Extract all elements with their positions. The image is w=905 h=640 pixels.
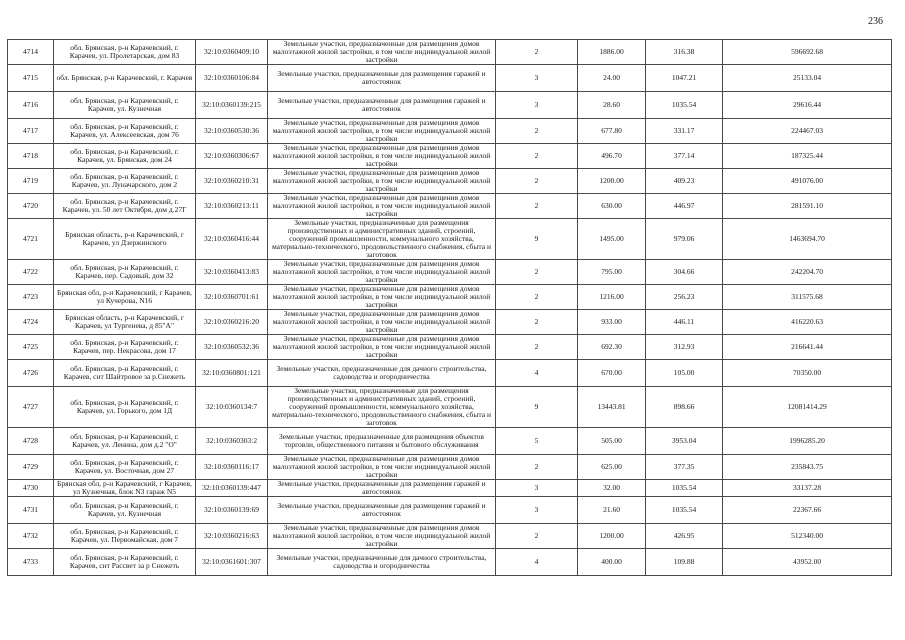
specific-value-cell: 312.93 (646, 335, 723, 360)
table-row (8, 169, 892, 194)
use-category-cell: 3 (496, 92, 578, 119)
area-cell: 795.00 (578, 260, 646, 285)
row-number-cell: 4728 (8, 428, 54, 455)
specific-value-cell: 446.11 (646, 310, 723, 335)
address-cell: обл. Брянская, р-н Карачевский, г. Карачев, ул. 50 лет Октября, дом д.27Г (54, 194, 196, 219)
table-row (8, 285, 892, 310)
cadastral-number-cell: 32:10:0360413:83 (196, 260, 268, 285)
cadastral-value-cell: 512340.00 (723, 524, 892, 549)
permitted-use-cell: Земельные участки, предназначенные для размещения производственных и административных зданий, строений, сооружений промышленности, коммунального хозяйства, материально-технического, продовольственного снабжения, сбыта и заготовок (268, 387, 496, 428)
address-cell: обл. Брянская, р-н Карачевский, г. Карачев, ул. Пролетарская, дом 83 (54, 40, 196, 65)
address-cell: обл. Брянская, р-н Карачевский, г. Карачев, ул. Брянская, дом 24 (54, 144, 196, 169)
table-row (8, 360, 892, 387)
specific-value-cell: 105.00 (646, 360, 723, 387)
cadastral-value-cell: 187325.44 (723, 144, 892, 169)
table-row (8, 119, 892, 144)
permitted-use-cell: Земельные участки, предназначенные для размещения домов малоэтажной жилой застройки, в том числе индивидуальной жилой застройки (268, 144, 496, 169)
specific-value-cell: 304.66 (646, 260, 723, 285)
row-number-cell: 4721 (8, 219, 54, 260)
permitted-use-cell: Земельные участки, предназначенные для дачного строительства, садоводства и огородничества (268, 549, 496, 576)
specific-value-cell: 377.35 (646, 455, 723, 480)
cadastral-value-cell: 22367.66 (723, 497, 892, 524)
address-cell: Брянская область, р-н Карачевский, г Карачев, ул Дзержинского (54, 219, 196, 260)
cadastral-number-cell: 32:10:0360801:121 (196, 360, 268, 387)
use-category-cell: 9 (496, 387, 578, 428)
use-category-cell: 3 (496, 480, 578, 497)
use-category-cell: 2 (496, 285, 578, 310)
cadastral-number-cell: 32:10:0360216:63 (196, 524, 268, 549)
cadastral-value-cell: 596692.68 (723, 40, 892, 65)
permitted-use-cell: Земельные участки, предназначенные для размещения гаражей и автостоянок (268, 497, 496, 524)
permitted-use-cell: Земельные участки, предназначенные для размещения объектов торговли, общественного питания и бытового обслуживания (268, 428, 496, 455)
address-cell: обл. Брянская, р-н Карачевский, г. Карачев, ул. Первомайская, дом 7 (54, 524, 196, 549)
specific-value-cell: 979.06 (646, 219, 723, 260)
cadastral-value-cell: 224467.03 (723, 119, 892, 144)
use-category-cell: 2 (496, 144, 578, 169)
row-number-cell: 4731 (8, 497, 54, 524)
cadastral-value-cell: 43952.00 (723, 549, 892, 576)
row-number-cell: 4732 (8, 524, 54, 549)
use-category-cell: 3 (496, 65, 578, 92)
row-number-cell: 4719 (8, 169, 54, 194)
permitted-use-cell: Земельные участки, предназначенные для размещения домов малоэтажной жилой застройки, в том числе индивидуальной жилой застройки (268, 40, 496, 65)
cadastral-number-cell: 32:10:0360216:20 (196, 310, 268, 335)
address-cell: Брянская область, р-н Карачевский, г Карачев, ул Тургенева, д 85"А" (54, 310, 196, 335)
permitted-use-cell: Земельные участки, предназначенные для размещения гаражей и автостоянок (268, 92, 496, 119)
permitted-use-cell: Земельные участки, предназначенные для размещения домов малоэтажной жилой застройки, в том числе индивидуальной жилой застройки (268, 310, 496, 335)
table-row (8, 455, 892, 480)
specific-value-cell: 316.38 (646, 40, 723, 65)
cadastral-value-cell: 311575.68 (723, 285, 892, 310)
use-category-cell: 2 (496, 194, 578, 219)
row-number-cell: 4729 (8, 455, 54, 480)
row-number-cell: 4726 (8, 360, 54, 387)
specific-value-cell: 377.14 (646, 144, 723, 169)
permitted-use-cell: Земельные участки, предназначенные для размещения домов малоэтажной жилой застройки, в том числе индивидуальной жилой застройки (268, 119, 496, 144)
area-cell: 24.00 (578, 65, 646, 92)
table-row (8, 260, 892, 285)
row-number-cell: 4717 (8, 119, 54, 144)
address-cell: обл. Брянская, р-н Карачевский, г. Карачев, ул. Ленина, дом д.2 "О" (54, 428, 196, 455)
table-row (8, 194, 892, 219)
cadastral-number-cell: 32:10:0360530:36 (196, 119, 268, 144)
cadastral-value-cell: 235843.75 (723, 455, 892, 480)
area-cell: 1495.00 (578, 219, 646, 260)
address-cell: обл. Брянская, р-н Карачевский, г. Карачев, ул. Горького, дом 1Д (54, 387, 196, 428)
use-category-cell: 4 (496, 360, 578, 387)
address-cell: обл. Брянская, р-н Карачевский, г. Карачев, ул. Алексеевская, дом 76 (54, 119, 196, 144)
use-category-cell: 2 (496, 455, 578, 480)
address-cell: обл. Брянская, р-н Карачевский, г. Карачев (54, 65, 196, 92)
use-category-cell: 2 (496, 169, 578, 194)
table-row (8, 40, 892, 65)
cadastral-value-cell: 12081414.29 (723, 387, 892, 428)
table-row (8, 219, 892, 260)
cadastral-value-cell: 29616.44 (723, 92, 892, 119)
permitted-use-cell: Земельные участки, предназначенные для размещения домов малоэтажной жилой застройки, в том числе индивидуальной жилой застройки (268, 455, 496, 480)
page-number: 236 (868, 16, 883, 27)
specific-value-cell: 1035.54 (646, 480, 723, 497)
area-cell: 670.00 (578, 360, 646, 387)
use-category-cell: 3 (496, 497, 578, 524)
table-body (8, 40, 892, 576)
cadastral-number-cell: 32:10:0360532:36 (196, 335, 268, 360)
permitted-use-cell: Земельные участки, предназначенные для размещения домов малоэтажной жилой застройки, в том числе индивидуальной жилой застройки (268, 285, 496, 310)
row-number-cell: 4722 (8, 260, 54, 285)
area-cell: 630.00 (578, 194, 646, 219)
area-cell: 505.00 (578, 428, 646, 455)
area-cell: 1200.00 (578, 524, 646, 549)
cadastral-number-cell: 32:10:0360139:215 (196, 92, 268, 119)
specific-value-cell: 331.17 (646, 119, 723, 144)
table-row (8, 144, 892, 169)
specific-value-cell: 426.95 (646, 524, 723, 549)
row-number-cell: 4714 (8, 40, 54, 65)
table-row (8, 549, 892, 576)
row-number-cell: 4715 (8, 65, 54, 92)
cadastral-value-cell: 70350.00 (723, 360, 892, 387)
table-row (8, 310, 892, 335)
cadastral-number-cell: 32:10:0360416:44 (196, 219, 268, 260)
area-cell: 13443.81 (578, 387, 646, 428)
use-category-cell: 2 (496, 310, 578, 335)
specific-value-cell: 409.23 (646, 169, 723, 194)
address-cell: обл. Брянская, р-н Карачевский, г. Карачев, ул. Луначарского, дом 2 (54, 169, 196, 194)
use-category-cell: 5 (496, 428, 578, 455)
row-number-cell: 4730 (8, 480, 54, 497)
area-cell: 28.60 (578, 92, 646, 119)
area-cell: 677.80 (578, 119, 646, 144)
cadastral-value-cell: 281591.10 (723, 194, 892, 219)
cadastral-number-cell: 32:10:0360701:61 (196, 285, 268, 310)
permitted-use-cell: Земельные участки, предназначенные для размещения домов малоэтажной жилой застройки, в том числе индивидуальной жилой застройки (268, 169, 496, 194)
permitted-use-cell: Земельные участки, предназначенные для дачного строительства, садоводства и огородничества (268, 360, 496, 387)
address-cell: обл. Брянская, р-н Карачевский, г. Карачев, снт Шайтровое за р.Снежеть (54, 360, 196, 387)
cadastral-number-cell: 32:10:0360139:447 (196, 480, 268, 497)
cadastral-value-cell: 242204.70 (723, 260, 892, 285)
address-cell: обл. Брянская, р-н Карачевский, г. Карачев, ул. Кузнечная (54, 497, 196, 524)
cadastral-number-cell: 32:10:0360106:84 (196, 65, 268, 92)
row-number-cell: 4716 (8, 92, 54, 119)
address-cell: обл. Брянская, р-н Карачевский, г. Карачев, пер. Некрасова, дом 17 (54, 335, 196, 360)
table-row (8, 387, 892, 428)
area-cell: 933.00 (578, 310, 646, 335)
row-number-cell: 4727 (8, 387, 54, 428)
row-number-cell: 4723 (8, 285, 54, 310)
row-number-cell: 4718 (8, 144, 54, 169)
area-cell: 692.30 (578, 335, 646, 360)
table-row (8, 428, 892, 455)
cadastral-number-cell: 32:10:0360116:17 (196, 455, 268, 480)
table-row (8, 497, 892, 524)
permitted-use-cell: Земельные участки, предназначенные для размещения домов малоэтажной жилой застройки, в том числе индивидуальной жилой застройки (268, 194, 496, 219)
area-cell: 32.00 (578, 480, 646, 497)
table-row (8, 335, 892, 360)
area-cell: 21.60 (578, 497, 646, 524)
area-cell: 625.00 (578, 455, 646, 480)
address-cell: Брянская обл, р-н Карачевский, г Карачев, ул Кучерова, N16 (54, 285, 196, 310)
area-cell: 1886.00 (578, 40, 646, 65)
table-row (8, 65, 892, 92)
row-number-cell: 4724 (8, 310, 54, 335)
specific-value-cell: 1035.54 (646, 92, 723, 119)
cadastral-number-cell: 32:10:0360213:11 (196, 194, 268, 219)
use-category-cell: 2 (496, 335, 578, 360)
cadastral-number-cell: 32:10:0360306:67 (196, 144, 268, 169)
area-cell: 400.00 (578, 549, 646, 576)
cadastral-number-cell: 32:10:0360210:31 (196, 169, 268, 194)
permitted-use-cell: Земельные участки, предназначенные для размещения домов малоэтажной жилой застройки, в том числе индивидуальной жилой застройки (268, 335, 496, 360)
table-row (8, 480, 892, 497)
specific-value-cell: 1035.54 (646, 497, 723, 524)
permitted-use-cell: Земельные участки, предназначенные для размещения гаражей и автостоянок (268, 480, 496, 497)
address-cell: обл. Брянская, р-н Карачевский, г. Карачев, пер. Садовый, дом 32 (54, 260, 196, 285)
cadastral-value-cell: 416220.63 (723, 310, 892, 335)
cadastral-number-cell: 32:10:0360134:7 (196, 387, 268, 428)
cadastral-value-cell: 1996285.20 (723, 428, 892, 455)
use-category-cell: 2 (496, 119, 578, 144)
use-category-cell: 9 (496, 219, 578, 260)
row-number-cell: 4720 (8, 194, 54, 219)
specific-value-cell: 256.23 (646, 285, 723, 310)
use-category-cell: 2 (496, 40, 578, 65)
cadastral-value-cell: 33137.28 (723, 480, 892, 497)
cadastral-number-cell: 32:10:0360139:69 (196, 497, 268, 524)
cadastral-value-cell: 491076.00 (723, 169, 892, 194)
specific-value-cell: 3953.04 (646, 428, 723, 455)
specific-value-cell: 898.66 (646, 387, 723, 428)
row-number-cell: 4725 (8, 335, 54, 360)
cadastral-number-cell: 32:10:0360303:2 (196, 428, 268, 455)
address-cell: обл. Брянская, р-н Карачевский, г. Карачев, снт Рассвет за р Снежеть (54, 549, 196, 576)
permitted-use-cell: Земельные участки, предназначенные для размещения домов малоэтажной жилой застройки, в том числе индивидуальной жилой застройки (268, 524, 496, 549)
area-cell: 1216.00 (578, 285, 646, 310)
cadastral-value-cell: 216641.44 (723, 335, 892, 360)
address-cell: Брянская обл, р-н Карачевский, г Карачев, ул Кузнечная, блок N3 гараж N5 (54, 480, 196, 497)
area-cell: 496.70 (578, 144, 646, 169)
address-cell: обл. Брянская, р-н Карачевский, г. Карачев, ул. Кузнечная (54, 92, 196, 119)
cadastral-number-cell: 32:10:0360409:10 (196, 40, 268, 65)
use-category-cell: 2 (496, 524, 578, 549)
row-number-cell: 4733 (8, 549, 54, 576)
specific-value-cell: 446.97 (646, 194, 723, 219)
use-category-cell: 2 (496, 260, 578, 285)
cadastral-value-cell: 1463694.70 (723, 219, 892, 260)
cadastral-number-cell: 32:10:0361601:307 (196, 549, 268, 576)
permitted-use-cell: Земельные участки, предназначенные для размещения производственных и административных зданий, строений, сооружений промышленности, коммунального хозяйства, материально-технического, продовольственного снабжения, сбыта и заготовок (268, 219, 496, 260)
cadastral-value-cell: 25133.04 (723, 65, 892, 92)
use-category-cell: 4 (496, 549, 578, 576)
specific-value-cell: 1047.21 (646, 65, 723, 92)
specific-value-cell: 109.88 (646, 549, 723, 576)
address-cell: обл. Брянская, р-н Карачевский, г. Карачев, ул. Восточная, дом 27 (54, 455, 196, 480)
area-cell: 1200.00 (578, 169, 646, 194)
table-row (8, 524, 892, 549)
permitted-use-cell: Земельные участки, предназначенные для размещения гаражей и автостоянок (268, 65, 496, 92)
permitted-use-cell: Земельные участки, предназначенные для размещения домов малоэтажной жилой застройки, в том числе индивидуальной жилой застройки (268, 260, 496, 285)
table-row (8, 92, 892, 119)
cadastral-registry-table (7, 39, 892, 576)
